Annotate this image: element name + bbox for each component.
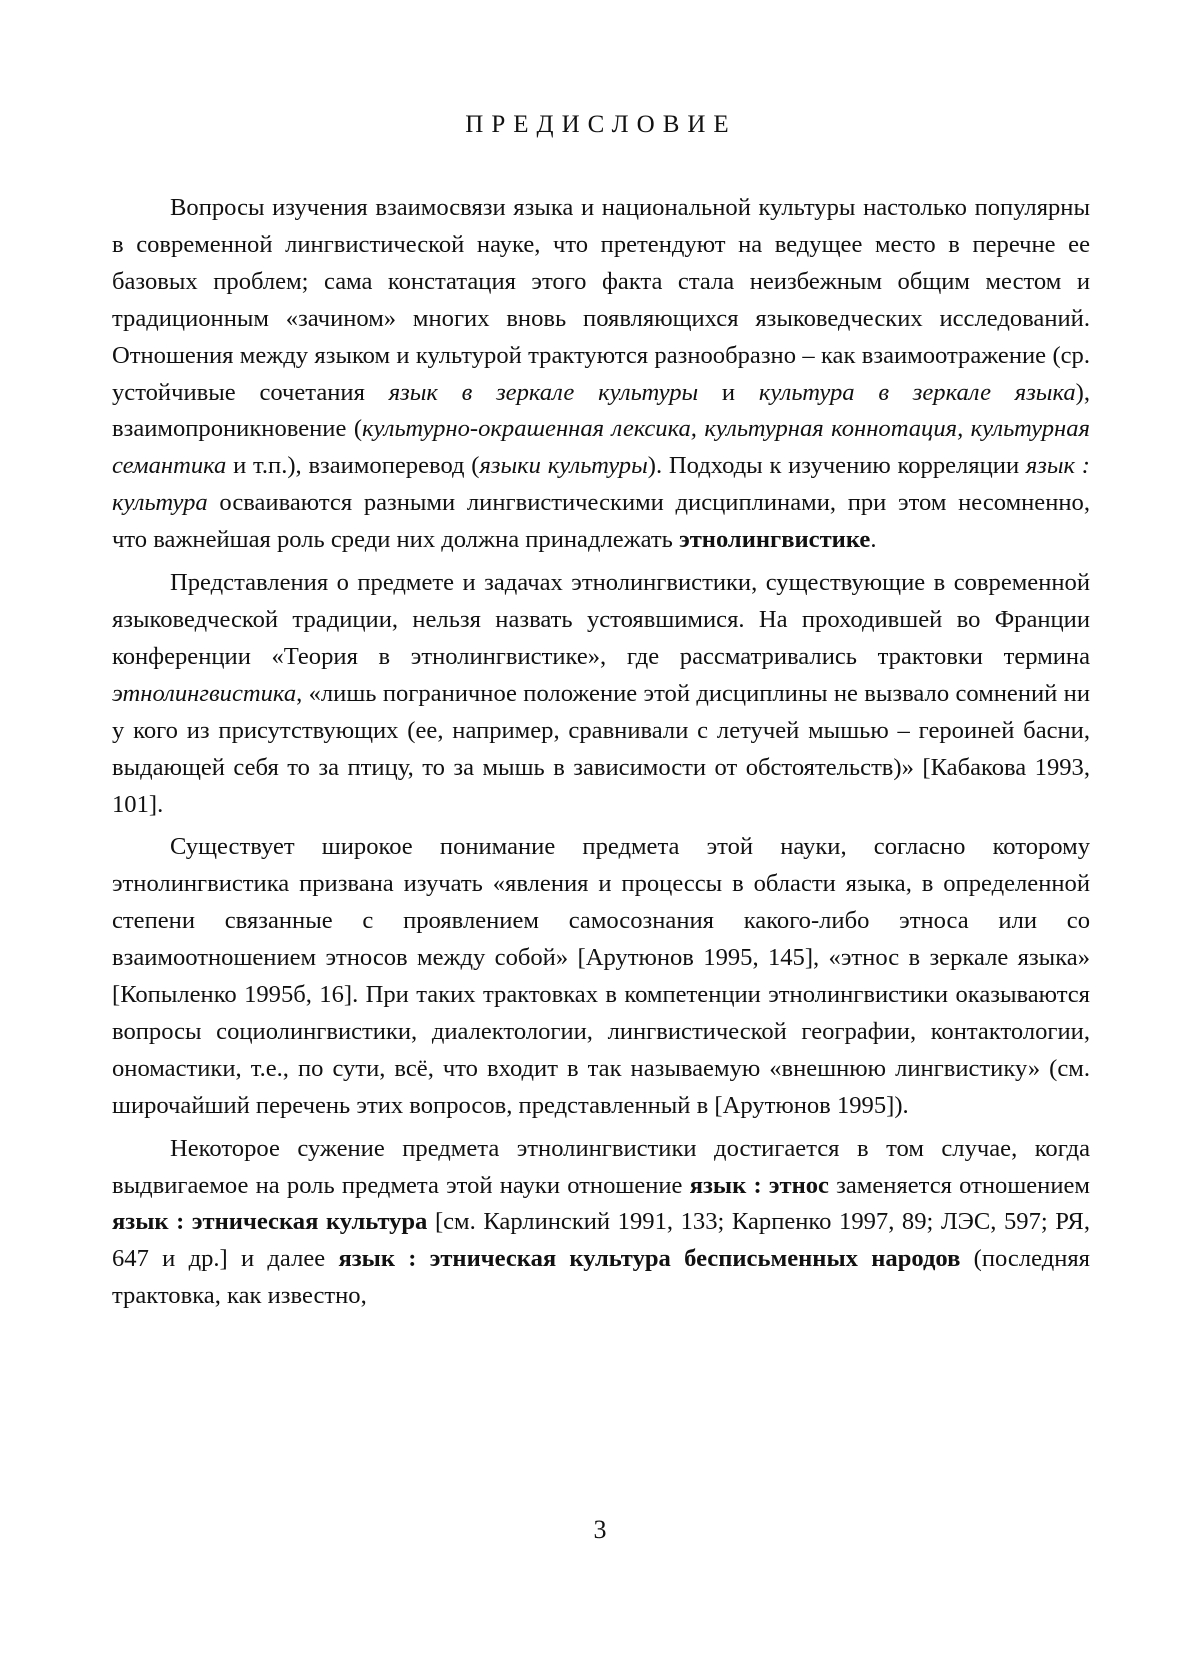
text-run: Существует широкое понимание предмета этой науки, согласно которому этнолингвистика призвана изучать «явления и процессы в области языка, в определенной степени связанные с проявлением самосознания какого-либо этноса или со взаимоотношением этносов между собой» [Арутюнов 1995, 145], «этнос в зеркале языка» [Копыленко 1995б, 16]. При таких трактовках в компетенции этнолингвистики оказываются вопросы социолингвистики, диалектологии, лингвистической географии, контактологии, ономастики, т.е., по сути, всё, что входит в так называемую «внешнюю лингвистику» (см. широчайший перечень этих вопросов, представленный в [Арутюнов 1995]). xyxy=(112,833,1090,1119)
text-run: . xyxy=(870,526,877,554)
text-run: Представления о предмете и задачах этнолингвистики, существующие в современной языковедческой традиции, нельзя назвать устоявшимися. На проходившей во Франции конференции «Теория в этнолингвистике», где рассматривались трактовки термина xyxy=(112,569,1090,670)
paragraph xyxy=(112,829,1090,1124)
text-run: осваиваются разными лингвистическими дисциплинами, при этом несомненно, что важнейшая роль среди них должна принадлежать xyxy=(112,489,1090,554)
italic-term: язык в зеркале культуры xyxy=(388,378,699,406)
italic-term: язык : культура xyxy=(112,452,1090,517)
bold-term: язык : этническая культура xyxy=(112,1208,428,1236)
paragraph xyxy=(112,565,1090,823)
paragraph xyxy=(112,1131,1090,1316)
body-text xyxy=(112,190,1090,1315)
italic-term: культура в зеркале языка xyxy=(758,378,1076,406)
text-run: Вопросы изучения взаимосвязи языка и национальной культуры настолько популярны в современной лингвистической науке, что претендуют на ведущее место в перечне ее базовых проблем; сама констатация этого факта стала неизбежным общим местом и традиционным «зачином» многих вновь появляющихся языковедческих исследований. Отношения между языком и культурой трактуются разнообразно – как взаимоотражение (ср. устойчивые сочетания xyxy=(112,194,1090,406)
page-content xyxy=(112,108,1090,1315)
italic-term: языки культуры xyxy=(479,452,648,480)
text-run: и т.п.), взаимоперевод ( xyxy=(226,452,480,480)
text-run: заменяется отношением xyxy=(828,1171,1090,1199)
text-run: Некоторое сужение предмета этнолингвистики достигается в том случае, когда выдвигаемое на роль предмета этой науки отношение xyxy=(112,1134,1090,1199)
italic-term: этнолингвистика xyxy=(112,679,297,707)
text-run: [см. Карлинский 1991, 133; Карпенко 1997, 89; ЛЭС, 597; РЯ, 647 и др.] и далее xyxy=(112,1208,1090,1273)
text-run: (последняя трактовка, как известно, xyxy=(112,1245,1090,1310)
bold-term: язык : этнос xyxy=(689,1171,829,1199)
page-number: 3 xyxy=(593,1515,607,1544)
italic-term: культурно-окрашенная лексика, культурная коннотация, культурная семантика xyxy=(112,415,1090,480)
page-title: ПРЕДИСЛОВИЕ xyxy=(465,111,737,138)
text-run: ). Подходы к изучению корреляции xyxy=(647,452,1026,480)
text-run: и xyxy=(698,378,759,406)
bold-term: язык : этническая культура бесписьменных народов xyxy=(338,1245,961,1273)
text-run: ), взаимопроникновение ( xyxy=(112,378,1090,443)
text-run: , «лишь пограничное положение этой дисциплины не вызвало сомнений ни у кого из присутствующих (ее, например, сравнивали с летучей мышью – героиней басни, выдающей себя то за птицу, то за мышь в зависимости от обстоятельств)» [Кабакова 1993, 101]. xyxy=(112,679,1090,818)
bold-term: этнолингвистике xyxy=(679,526,871,554)
paragraph xyxy=(112,190,1090,559)
